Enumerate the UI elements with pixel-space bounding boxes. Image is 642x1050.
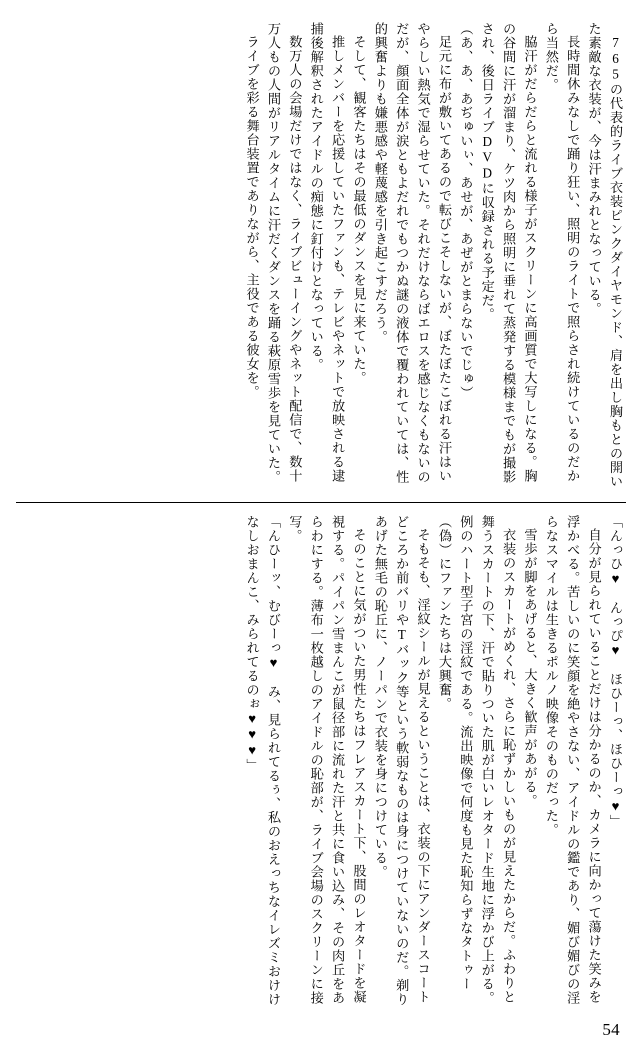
paragraph: （あ、あ、あぢゅいぃ、あせが、あぜがとまらないでじゅ）: [458, 22, 474, 400]
paragraph: そもそも、淫紋シールが見えるということは、衣装の下にアンダースコートどころか前バリやTバック等という軟弱なものは身につけていないのだ。剃りあげた無毛の恥丘に、ノーパンで衣装を身につけている。: [372, 515, 431, 1007]
paragraph: そのことに気がついた男性たちはフレアスカート下、股間のレオタードを凝視する。パイパン雪まんこが鼠径部に流れた汗と共に食い込み、その肉丘をあらわにする。薄布一枚越しのアイドルの恥部が、ライブ会場のスクリーンに接写。: [287, 515, 367, 1005]
paragraph: 自分が見られていることだけは分かるのか、カメラに向かって蕩けた笑みを浮かべる。苦しいのに笑顔を絶やさない、アイドルの鑑であり、媚び媚びの淫らなスマイルは生きるポルノ映像そのものだった。: [543, 515, 602, 1005]
paragraph: 長時間休みなしで踊り狂い、照明のライトで照らされ続けているのだから当然だ。: [543, 22, 581, 483]
paragraph: 「んっひ♥ んっぴ♥ ほひーっ、ほひーっ♥」: [608, 515, 623, 829]
paragraph: 765の代表的ライブ衣装ピンクダイヤモンド、肩を出し胸もとの開いた素敵な衣装が、今は汗まみれとなっている。: [586, 22, 623, 489]
paragraph: 衣装のスカートがめくれ、さらに恥ずかしいものが見えたからだ。ふわりと舞うスカートの下、汗で貼りついた肌が白いレオタード生地に浮かび上がる。例のハート型子宮の淫紋である。流出映像で何度も見た恥知らずなタトゥー（偽）にファンたちは大興奮。: [437, 515, 517, 1005]
section-divider: [16, 502, 626, 503]
paragraph: ライブを彩る舞台装置でありながら、主役である彼女を。: [244, 35, 260, 399]
paragraph: そして、観客たちはその最低のダンスを見に来ていた。: [351, 35, 367, 385]
paragraph: 「んひーッ、むびーっ♥ み、見られてるぅ、私のおえっちなイレズミおけけなしおまんこ、みられてるのぉ♥♥♥」: [244, 515, 281, 1007]
paragraph: 数万人の会場だけではなく、ライブビューイングやネット配信で、数十万人もの人間がリアルタイムに汗だくダンスを踊る萩原雪歩を見ていた。: [266, 22, 303, 484]
page-number: 54: [602, 1020, 620, 1039]
paragraph: 脇汗がだらだらと流れる様子がスクリーンに高画質で大写しになる。胸の谷間に汗が溜まり、ケツ肉から照明に垂れて蒸発する模様までもが撮影され、後日ライブDVDに収録される予定だ。: [479, 22, 538, 484]
text-block-top: [16, 18, 626, 496]
paragraph: 推しメンバーを応援していたファンも、テレビやネットで放映される逮捕後解釈されたアイドルの痴態に釘付けとなっている。: [308, 22, 346, 483]
paragraph: 足元に布が敷いてあるので転びこそしないが、ぼたぼたこぼれる汗はいやらしい熱気で湿らせていた。それだけならばエロスを感じなくもないのだが、顔面全体が涙ともよだれでもつかぬ謎の液体で覆われていては、性的興奮よりも嫌悪感や軽蔑感を引き起こすだろう。: [372, 22, 452, 484]
paragraph: 雪歩が脚をあげると、大きく歓声があがる。: [522, 528, 538, 809]
text-block-bottom: [16, 511, 626, 1009]
